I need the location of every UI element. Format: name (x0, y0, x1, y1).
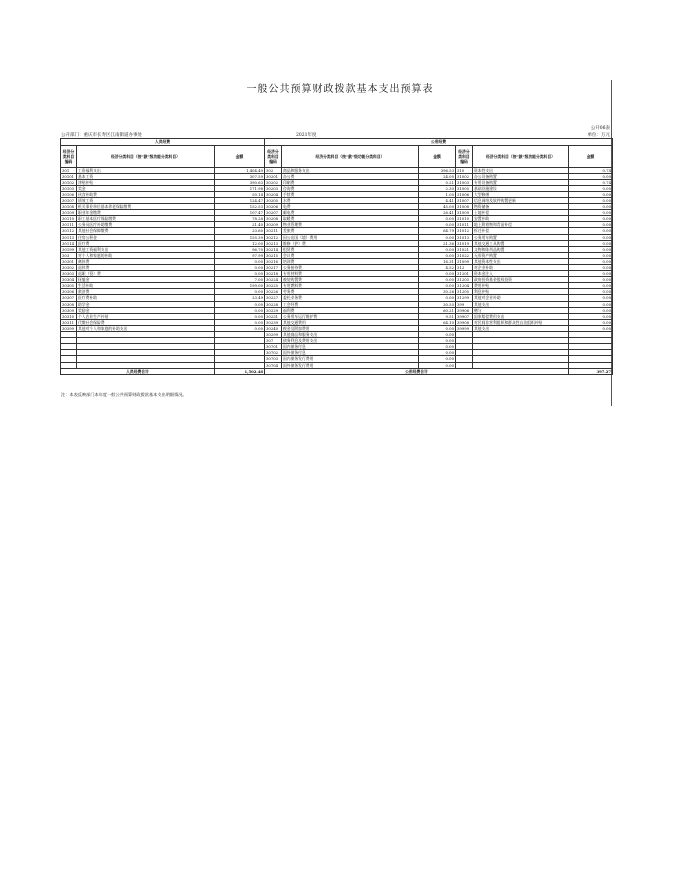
col-header-amount: 金额 (419, 145, 456, 167)
public-a-code-cell: 30201 (265, 173, 282, 179)
personnel-name-cell: 救济费 (77, 289, 215, 295)
personnel-name-cell: 职工基本医疗保险缴费 (77, 216, 215, 222)
personnel-amount-cell: 0.00 (215, 301, 265, 307)
public-a-name-cell: 差旅费 (282, 228, 419, 234)
personnel-code-cell: 30307 (61, 295, 77, 301)
col-header-name: 经济分类科目（按“款”级功能分类科目） (282, 145, 419, 167)
footnote: 注：本表反映部门本年度一般公共预算财政拨款基本支出明细情况。 (61, 392, 187, 397)
public-a-name-cell: 劳务费 (282, 289, 419, 295)
public-a-amount-cell: 24.00 (419, 173, 456, 179)
column-header-row (61, 145, 613, 167)
col-header-code: 经济分类科目编码 (265, 145, 282, 167)
public-a-code-cell: 30207 (265, 210, 282, 216)
public-a-name-cell: 专用材料费 (282, 271, 419, 277)
public-a-amount-cell: 26.41 (419, 210, 456, 216)
personnel-name-cell: 对个人和家庭的补助 (77, 252, 215, 258)
public-b-name-cell: 对企业补助 (473, 265, 569, 271)
personnel-amount-cell: 78.28 (215, 216, 265, 222)
personnel-code-cell: 30107 (61, 197, 77, 203)
col-header-name: 经济分类科目（按“款”级功能分类科目） (77, 145, 215, 167)
col-header-amount: 金额 (569, 145, 613, 167)
personnel-amount-cell: 0.00 (215, 313, 265, 319)
public-b-code-cell: 31021 (456, 246, 473, 252)
public-a-name-cell: 公务用车运行维护费 (282, 313, 419, 319)
public-a-name-cell: 培训费 (282, 258, 419, 264)
public-a-code-cell: 30209 (265, 222, 282, 228)
public-b-amount-cell: 0.00 (569, 283, 613, 289)
public-a-code-cell: 30704 (265, 362, 282, 368)
public-a-name-cell: 工会经费 (282, 301, 419, 307)
personnel-total-label: 人员经费合计 (61, 368, 215, 374)
personnel-name-cell: 个人农业生产补贴 (77, 313, 215, 319)
public-b-name-cell: 赠与 (473, 307, 569, 313)
public-b-code-cell: 312 (456, 265, 473, 271)
public-a-name-cell: 税金及附加费用 (282, 325, 419, 331)
public-b-amount-cell: 0.00 (569, 271, 613, 277)
personnel-total-amount: 1,502.48 (215, 368, 265, 374)
public-a-amount-cell: 0.00 (419, 277, 456, 283)
personnel-code-cell: 301 (61, 167, 77, 173)
personnel-name-cell: 生活补助 (77, 283, 215, 289)
personnel-name-cell: 机关事业单位基本养老保险缴费 (77, 204, 215, 210)
personnel-amount-cell: 97.99 (215, 252, 265, 258)
public-b-code-cell: 31022 (456, 252, 473, 258)
public-a-code-cell: 30239 (265, 319, 282, 325)
public-b-code-cell: 39907 (456, 313, 473, 319)
public-b-amount-cell: 0.00 (569, 325, 613, 331)
public-a-name-cell: 电费 (282, 204, 419, 210)
public-a-name-cell: 国外债务付息 (282, 350, 419, 356)
public-b-code-cell: 39908 (456, 319, 473, 325)
personnel-name-cell: 抚恤金 (77, 277, 215, 283)
public-a-code-cell: 30217 (265, 265, 282, 271)
personnel-amount-cell: 50.14 (215, 191, 265, 197)
public-a-name-cell: 专用燃料费 (282, 283, 419, 289)
public-a-amount-cell: 9.51 (419, 313, 456, 319)
public-b-code-cell: 31099 (456, 258, 473, 264)
personnel-name-cell: 助学金 (77, 301, 215, 307)
public-a-code-cell: 30703 (265, 356, 282, 362)
department-label: 公开部门：重庆市长寿区江南街道办事处 (61, 133, 142, 138)
public-a-name-cell: 维修（护）费 (282, 240, 419, 246)
public-b-amount-cell: 0.00 (569, 204, 613, 210)
public-a-name-cell: 租赁费 (282, 246, 419, 252)
public-b-code-cell: 31008 (456, 204, 473, 210)
public-b-amount-cell: 0.00 (569, 307, 613, 313)
public-b-name-cell: 其他交通工具购置 (473, 240, 569, 246)
public-b-name-cell: 资本性支出 (473, 167, 569, 173)
col-header-code: 经济分类科目编码 (61, 145, 77, 167)
personnel-code-cell: 30113 (61, 234, 77, 240)
personnel-name-cell: 职业年金缴费 (77, 210, 215, 216)
public-a-amount-cell: 0.00 (419, 295, 456, 301)
public-a-amount-cell: 2.30 (419, 185, 456, 191)
personnel-code-cell: 30103 (61, 185, 77, 191)
public-a-amount-cell: 0.00 (419, 325, 456, 331)
personnel-code-cell: 30108 (61, 204, 77, 210)
public-a-code-cell: 30215 (265, 252, 282, 258)
public-b-code-cell: 39906 (456, 307, 473, 313)
personnel-amount-cell: 7.00 (215, 277, 265, 283)
public-b-name-cell: 公务用车购置 (473, 234, 569, 240)
public-b-name-cell: 其他支出 (473, 301, 569, 307)
personnel-amount-cell: 0.00 (215, 319, 265, 325)
public-section-header: 公用经费 (265, 139, 613, 146)
public-a-name-cell: 债务利息及费用支出 (282, 338, 419, 344)
public-a-amount-cell: 64.79 (419, 228, 456, 234)
personnel-code-cell: 30106 (61, 191, 77, 197)
personnel-section-header: 人员经费 (61, 139, 265, 146)
public-b-name-cell: 文物和陈列品购置 (473, 246, 569, 252)
personnel-code-cell: 303 (61, 252, 77, 258)
public-a-code-cell: 30702 (265, 350, 282, 356)
public-b-code-cell: 31013 (456, 234, 473, 240)
public-b-name-cell: 无形资产购置 (473, 252, 569, 258)
personnel-amount-cell: 390.63 (215, 179, 265, 185)
public-a-name-cell: 物业管理费 (282, 222, 419, 228)
public-b-name-cell: 安置补助 (473, 216, 569, 222)
col-header-code: 经济分类科目编码 (456, 145, 473, 167)
personnel-code-cell: 30308 (61, 301, 77, 307)
public-a-code-cell: 30299 (265, 332, 282, 338)
personnel-name-cell: 其他对个人和家庭的补助支出 (77, 325, 215, 331)
public-b-code-cell: 399 (456, 301, 473, 307)
public-b-name-cell: 大型修缮 (473, 191, 569, 197)
public-a-code-cell: 30228 (265, 301, 282, 307)
public-a-name-cell: 国外债务发行费用 (282, 362, 419, 368)
public-b-code-cell: 31007 (456, 197, 473, 203)
public-b-code-cell: 31019 (456, 240, 473, 246)
public-b-amount-cell: 0.00 (569, 289, 613, 295)
personnel-name-cell: 奖励金 (77, 307, 215, 313)
public-b-amount-cell: 0.00 (569, 265, 613, 271)
public-a-code-cell: 30227 (265, 295, 282, 301)
personnel-code-cell: 30305 (61, 283, 77, 289)
personnel-code-cell: 30303 (61, 271, 77, 277)
public-a-code-cell: 30240 (265, 325, 282, 331)
public-a-amount-cell: 0.21 (419, 179, 456, 185)
personnel-name-cell: 绩效工资 (77, 197, 215, 203)
personnel-code-cell: 30102 (61, 179, 77, 185)
personnel-amount-cell: 0.00 (215, 325, 265, 331)
public-b-amount-cell: 0.00 (569, 216, 613, 222)
public-a-code-cell: 30202 (265, 179, 282, 185)
personnel-name-cell: 其他工资福利支出 (77, 246, 215, 252)
public-a-name-cell: 其他商品和服务支出 (282, 332, 419, 338)
public-b-amount-cell: 0.00 (569, 228, 613, 234)
public-b-name-cell: 物资储备 (473, 204, 569, 210)
col-header-name: 经济分类科目（按“款”级功能分类科目） (473, 145, 569, 167)
personnel-code-cell: 30304 (61, 277, 77, 283)
personnel-amount-cell: 23.49 (215, 295, 265, 301)
personnel-code-cell: 30311 (61, 319, 77, 325)
public-a-code-cell: 30225 (265, 283, 282, 289)
personnel-name-cell: 代缴社会保险费 (77, 319, 215, 325)
public-a-name-cell: 国内债务付息 (282, 344, 419, 350)
public-a-amount-cell: 1.00 (419, 191, 456, 197)
public-b-amount-cell: 0.00 (569, 277, 613, 283)
personnel-name-cell: 基本工资 (77, 173, 215, 179)
public-a-name-cell: 取暖费 (282, 216, 419, 222)
public-b-code-cell: 31203 (456, 277, 473, 283)
public-a-amount-cell: 0.00 (419, 246, 456, 252)
public-a-name-cell: 商品和服务支出 (282, 167, 419, 173)
public-b-code-cell: 310 (456, 167, 473, 173)
public-a-code-cell: 30214 (265, 246, 282, 252)
public-a-code-cell: 30208 (265, 216, 282, 222)
public-b-name-cell: 拆迁补偿 (473, 228, 569, 234)
public-a-code-cell: 30226 (265, 289, 282, 295)
public-b-name-cell: 其他资本性支出 (473, 258, 569, 264)
public-a-code-cell: 30203 (265, 185, 282, 191)
public-b-name-cell: 信息网络及软件购置更新 (473, 197, 569, 203)
public-b-amount-cell: 0.00 (569, 234, 613, 240)
public-b-amount-cell: 0.00 (569, 252, 613, 258)
public-a-code-cell: 30204 (265, 191, 282, 197)
personnel-name-cell: 伙食补助费 (77, 191, 215, 197)
public-a-name-cell: 手续费 (282, 191, 419, 197)
public-b-amount-cell: 0.00 (569, 313, 613, 319)
public-a-name-cell: 其他交通费用 (282, 319, 419, 325)
public-a-code-cell: 30231 (265, 313, 282, 319)
personnel-amount-cell: 152.53 (215, 204, 265, 210)
public-a-name-cell: 水费 (282, 197, 419, 203)
personnel-name-cell: 公务员医疗补助缴费 (77, 222, 215, 228)
public-b-code-cell: 31006 (456, 191, 473, 197)
public-a-name-cell: 被装购置费 (282, 277, 419, 283)
public-b-name-cell: 政府投资基金股权投资 (473, 277, 569, 283)
public-a-amount-cell: 45.00 (419, 204, 456, 210)
personnel-amount-cell: 12.00 (215, 240, 265, 246)
public-a-amount-cell: 0.00 (419, 332, 456, 338)
public-a-code-cell: 30224 (265, 277, 282, 283)
public-b-code-cell: 31005 (456, 185, 473, 191)
public-a-amount-cell: 0.00 (419, 271, 456, 277)
public-b-name-cell: 地上附着物和青苗补偿 (473, 222, 569, 228)
public-b-amount-cell: 0.00 (569, 191, 613, 197)
public-b-code-cell: 31012 (456, 228, 473, 234)
public-a-amount-cell: 30.26 (419, 289, 456, 295)
public-b-code-cell: 31003 (456, 179, 473, 185)
personnel-name-cell: 其他社会保障缴费 (77, 228, 215, 234)
budget-table (60, 138, 613, 375)
public-a-name-cell: 委托业务费 (282, 295, 419, 301)
unit-label: 单位：万元 (587, 133, 610, 138)
public-total-label: 公用经费合计 (265, 368, 569, 374)
totals-row (61, 368, 613, 374)
public-a-amount-cell: 0.00 (419, 222, 456, 228)
public-a-code-cell: 30205 (265, 197, 282, 203)
personnel-amount-cell: 199.00 (215, 283, 265, 289)
public-b-amount-cell: 0.00 (569, 222, 613, 228)
public-b-code-cell: 31204 (456, 283, 473, 289)
public-a-amount-cell: 4.52 (419, 265, 456, 271)
public-a-code-cell: 30206 (265, 204, 282, 210)
public-b-amount-cell: 0.74 (569, 179, 613, 185)
personnel-name-cell: 医疗费补助 (77, 295, 215, 301)
public-a-name-cell: 邮电费 (282, 210, 419, 216)
personnel-code-cell: 30199 (61, 246, 77, 252)
public-b-name-cell: 利息补贴 (473, 289, 569, 295)
personnel-name-cell: 住房公积金 (77, 234, 215, 240)
personnel-amount-cell: 96.70 (215, 246, 265, 252)
public-total-amount: 397.27 (569, 368, 613, 374)
public-a-name-cell: 印刷费 (282, 179, 419, 185)
public-b-code-cell: 31201 (456, 271, 473, 277)
public-b-code-cell: 31010 (456, 216, 473, 222)
page-title: 一般公共预算财政拨款基本支出预算表 (246, 84, 434, 95)
personnel-amount-cell: 307.59 (215, 173, 265, 179)
personnel-code-cell: 30302 (61, 265, 77, 271)
public-a-amount-cell: 0.00 (419, 216, 456, 222)
public-a-amount-cell: 0.00 (419, 350, 456, 356)
public-a-amount-cell: 4.41 (419, 197, 456, 203)
personnel-amount-cell: 0.00 (215, 258, 265, 264)
public-a-amount-cell: 0.00 (419, 344, 456, 350)
public-b-code-cell: 31002 (456, 173, 473, 179)
public-b-amount-cell: 0.00 (569, 246, 613, 252)
public-b-name-cell: 基础设施建设 (473, 185, 569, 191)
personnel-amount-cell: 21.40 (215, 222, 265, 228)
public-a-name-cell: 会议费 (282, 252, 419, 258)
public-a-code-cell: 30229 (265, 307, 282, 313)
public-b-name-cell: 资本金注入 (473, 271, 569, 277)
public-b-name-cell: 专用设备购置 (473, 179, 569, 185)
personnel-code-cell: 30309 (61, 307, 77, 313)
personnel-code-cell: 30112 (61, 228, 77, 234)
personnel-code-cell: 30310 (61, 313, 77, 319)
right-border-line-bottom (611, 398, 612, 406)
personnel-code-cell: 30101 (61, 173, 77, 179)
public-b-amount-cell: 0.00 (569, 185, 613, 191)
col-header-amount: 金额 (215, 145, 265, 167)
public-a-amount-cell: 0.00 (419, 283, 456, 289)
public-b-name-cell: 其他支出 (473, 325, 569, 331)
personnel-amount-cell: 0.00 (215, 307, 265, 313)
public-a-amount-cell: 60.21 (419, 307, 456, 313)
public-a-amount-cell: 21.36 (419, 240, 456, 246)
personnel-code-cell: 30399 (61, 325, 77, 331)
personnel-code-cell: 30114 (61, 240, 77, 246)
public-a-code-cell: 30213 (265, 240, 282, 246)
public-b-amount-cell: 0.00 (569, 210, 613, 216)
personnel-code-cell: 30111 (61, 222, 77, 228)
public-a-amount-cell: 0.00 (419, 234, 456, 240)
personnel-amount-cell: 0.00 (215, 265, 265, 271)
personnel-name-cell: 工资福利支出 (77, 167, 215, 173)
public-a-code-cell: 30212 (265, 234, 282, 240)
public-a-amount-cell: 30.55 (419, 301, 456, 307)
personnel-name-cell: 退职（役）费 (77, 271, 215, 277)
public-a-name-cell: 福利费 (282, 307, 419, 313)
form-code: 公开06表 (590, 126, 610, 131)
public-a-name-cell: 办公费 (282, 173, 419, 179)
personnel-name-cell: 离休费 (77, 258, 215, 264)
public-a-amount-cell: 0.00 (419, 252, 456, 258)
public-a-code-cell: 30211 (265, 228, 282, 234)
public-b-amount-cell: 0.00 (569, 295, 613, 301)
year-label: 2021年度 (296, 133, 317, 138)
public-a-amount-cell: 0.00 (419, 338, 456, 344)
public-b-name-cell: 土地补偿 (473, 210, 569, 216)
public-a-amount-cell: 64.10 (419, 319, 456, 325)
public-a-name-cell: 因公出国（境）费用 (282, 234, 419, 240)
public-b-name-cell: 对民间非营利组织和群众性自治组织补贴 (473, 319, 569, 325)
public-a-code-cell: 307 (265, 338, 282, 344)
public-b-code-cell: 39999 (456, 325, 473, 331)
public-b-name-cell: 国家赔偿费用支出 (473, 313, 569, 319)
public-a-amount-cell: 0.00 (419, 356, 456, 362)
public-b-name-cell: 费用补贴 (473, 283, 569, 289)
personnel-amount-cell: 107.47 (215, 210, 265, 216)
public-b-amount-cell: 0.00 (569, 197, 613, 203)
public-a-name-cell: 公务接待费 (282, 265, 419, 271)
public-b-amount-cell: 0.00 (569, 258, 613, 264)
personnel-amount-cell: 171.98 (215, 185, 265, 191)
public-a-amount-cell: 0.00 (419, 362, 456, 368)
public-b-code-cell: 31009 (456, 210, 473, 216)
public-b-amount-cell: 0.00 (569, 173, 613, 179)
personnel-code-cell: 30109 (61, 210, 77, 216)
public-a-amount-cell: 16.31 (419, 258, 456, 264)
personnel-amount-cell: 0.00 (215, 289, 265, 295)
public-b-amount-cell: 0.00 (569, 240, 613, 246)
public-a-name-cell: 国内债务发行费用 (282, 356, 419, 362)
public-a-code-cell: 30701 (265, 344, 282, 350)
personnel-amount-cell: 1,404.49 (215, 167, 265, 173)
personnel-amount-cell: 0.00 (215, 271, 265, 277)
personnel-name-cell: 医疗费 (77, 240, 215, 246)
personnel-name-cell: 退休费 (77, 265, 215, 271)
personnel-code-cell: 30306 (61, 289, 77, 295)
public-b-amount-cell: 0.00 (569, 301, 613, 307)
public-b-name-cell: 办公设备购置 (473, 173, 569, 179)
personnel-amount-cell: 23.60 (215, 228, 265, 234)
public-b-code-cell: 31299 (456, 295, 473, 301)
public-b-code-cell: 31205 (456, 289, 473, 295)
personnel-amount-cell: 124.47 (215, 197, 265, 203)
public-b-code-cell: 31011 (456, 222, 473, 228)
personnel-name-cell: 奖金 (77, 185, 215, 191)
public-a-name-cell: 咨询费 (282, 185, 419, 191)
personnel-code-cell: 30110 (61, 216, 77, 222)
public-b-name-cell: 其他对企业补助 (473, 295, 569, 301)
personnel-amount-cell: 155.39 (215, 234, 265, 240)
public-a-code-cell: 30216 (265, 258, 282, 264)
public-a-amount-cell: 396.53 (419, 167, 456, 173)
public-b-amount-cell: 0.00 (569, 319, 613, 325)
personnel-name-cell: 津贴补贴 (77, 179, 215, 185)
table-body (61, 167, 613, 368)
personnel-code-cell: 30301 (61, 258, 77, 264)
public-b-amount-cell: 0.74 (569, 167, 613, 173)
public-a-code-cell: 30218 (265, 271, 282, 277)
public-a-code-cell: 302 (265, 167, 282, 173)
